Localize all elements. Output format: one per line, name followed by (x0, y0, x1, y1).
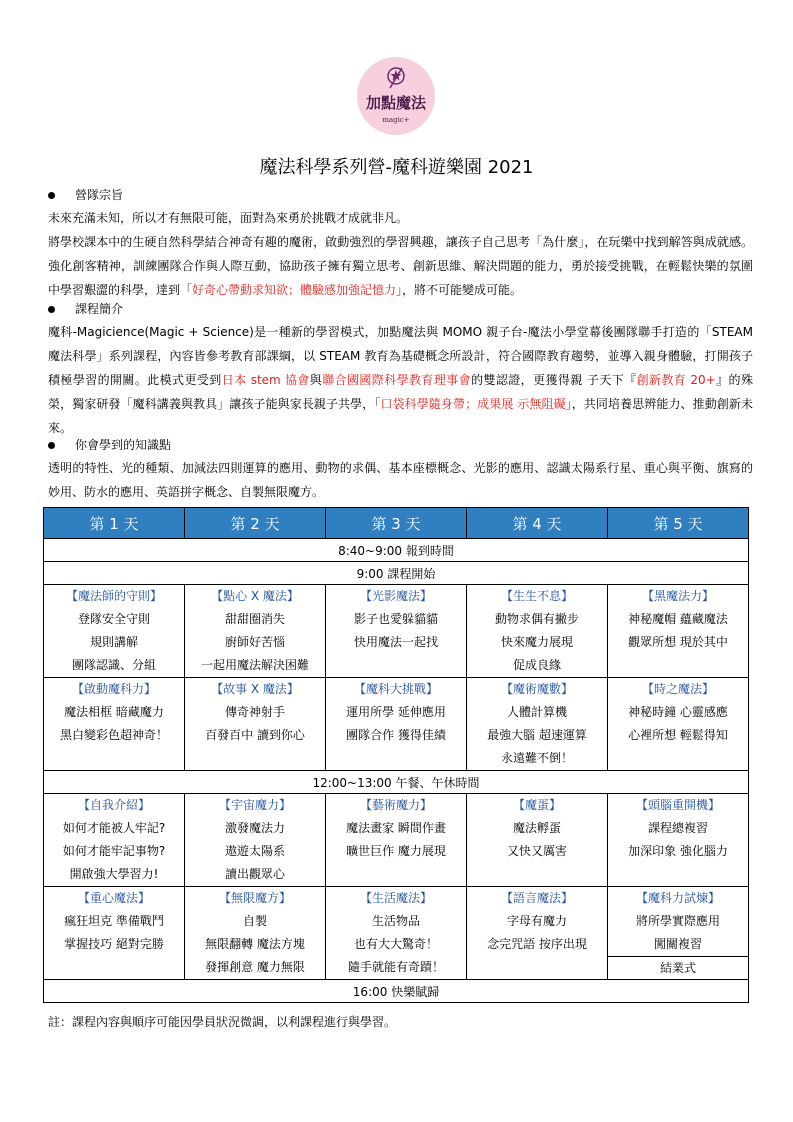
session-cell: 【宇宙魔力】 激發魔法力 遨遊太陽系 讀出觀眾心 (185, 794, 326, 887)
lunch-row: 12:00~13:00 午餐、午休時間 (44, 771, 749, 794)
footnote: 註：課程內容與順序可能因學員狀況微調，以利課程進行與學習。 (48, 1015, 397, 1029)
schedule-row (44, 678, 749, 771)
bullet-icon (48, 442, 55, 449)
session-cell: 【時之魔法】 神秘時鐘 心靈感應 心裡所想 輕鬆得知 (608, 678, 749, 771)
day-header: 第 2 天 (185, 508, 326, 539)
bullet-icon (48, 306, 55, 313)
graduation-label: 結業式 (608, 956, 748, 979)
checkin-row: 8:40~9:00 報到時間 (44, 539, 749, 562)
class-start-row: 9:00 課程開始 (44, 562, 749, 585)
schedule-table (43, 507, 749, 1003)
knowledge-text: 透明的特性、光的種類、加減法四則運算的應用、動物的求偶、基本座標概念、光影的應用、認識太陽系行星、重心與平衡、旗寫的妙用、防水的應用、英語拼字概念、自製無限魔方。 (48, 461, 753, 499)
session-cell: 【魔科大挑戰】 運用所學 延伸應用 團隊合作 獲得佳績 (326, 678, 467, 771)
day-header: 第 4 天 (467, 508, 608, 539)
page-title: 魔法科學系列營-魔科遊樂園 2021 (259, 157, 534, 178)
session-cell: 【故事 X 魔法】 傳奇神射手 百發百中 讀到你心 (185, 678, 326, 771)
session-cell: 【頭腦重開機】 課程總複習 加深印象 強化腦力 (608, 794, 749, 887)
session-cell: 【無限魔方】 自製 無限翻轉 魔法方塊 發揮創意 魔力無限 (185, 887, 326, 980)
schedule-row (44, 585, 749, 678)
section-heading-intro: 課程簡介 (48, 301, 123, 317)
day-header: 第 1 天 (44, 508, 185, 539)
bullet-icon (48, 192, 55, 199)
session-cell: 【光影魔法】 影子也愛躲貓貓 快用魔法一起找 (326, 585, 467, 678)
day-header: 第 3 天 (326, 508, 467, 539)
session-cell: 【生活魔法】 生活物品 也有大大驚奇！ 隨手就能有奇蹟！ (326, 887, 467, 980)
session-cell: 【生生不息】 動物求偶有撇步 快來魔力展現 促成良緣 (467, 585, 608, 678)
schedule-row (44, 887, 749, 980)
session-cell: 【點心 X 魔法】 甜甜圈消失 廚師好苦惱 一起用魔法解決困難 (185, 585, 326, 678)
svg-text:magic+: magic+ (382, 116, 410, 124)
intro-text: 魔科-Magicience(Magic + Science)是一種新的學習模式，加點魔法與 MOMO 親子台-魔法小學堂幕後團隊聯手打造的「STEAM 魔法科學」系列課程，內容皆參考教育部課綱，以 STEAM 教育為基礎概念所設計，符合國際教育趨勢，並導入親身體驗，打開孩子積極學習的開關。此模式更受到日本 stem 協會與聯合國國際科學教育理事會的雙認證，更獲得親 子天下『創新教育 20+』的殊榮，獨家研發「魔科講義與教具」讓孩子能與家長親子共學，「口袋科學隨身帶；成果展 示無阻礙」，共同培養思辨能力、推動創新未來。 (48, 325, 753, 435)
session-cell: 【重心魔法】 瘋狂坦克 準備戰鬥 掌握技巧 絕對完勝 (44, 887, 185, 980)
brand-logo (356, 56, 436, 136)
svg-text:加點魔法: 加點魔法 (365, 94, 427, 112)
day-header: 第 5 天 (608, 508, 749, 539)
section-heading-purpose: 營隊宗旨 (48, 187, 123, 203)
session-cell: 【魔術魔數】 人體計算機 最強大腦 超速運算 永遠難不倒！ (467, 678, 608, 771)
session-cell: 【魔法師的守則】 登隊安全守則 規則講解 團隊認識、分組 (44, 585, 185, 678)
session-cell: 【啟動魔科力】 魔法相框 暗藏魔力 黑白變彩色超神奇！ (44, 678, 185, 771)
session-cell: 【魔蛋】 魔法孵蛋 又快又厲害 (467, 794, 608, 887)
dismissal-row: 16:00 快樂賦歸 (44, 980, 749, 1003)
purpose-text: 未來充滿未知，所以才有無限可能，面對為來勇於挑戰才成就非凡。 將學校課本中的生硬自然科學結合神奇有趣的魔術，啟動強烈的學習興趣，讓孩子自己思考「為什麼」，在玩樂中找到解答與成就感。強化創客精神，訓練團隊合作與人際互動，協助孩子擁有獨立思考、創新思維、解決問題的能力，勇於接受挑戰，在輕鬆快樂的氛圍中學習艱澀的科學，達到「好奇心帶動求知欲；體驗感加強記憶力」，將不可能變成可能。 (48, 211, 753, 297)
day-header-row (44, 508, 749, 539)
session-cell: 【自我介紹】 如何才能被人牢記? 如何才能牢記事物? 開啟強大學習力! (44, 794, 185, 887)
section-heading-knowledge: 你會學到的知識點 (48, 437, 171, 453)
session-cell: 【藝術魔力】 魔法畫家 瞬間作畫 曠世巨作 魔力展現 (326, 794, 467, 887)
schedule-row (44, 794, 749, 887)
session-cell: 【語言魔法】 字母有魔力 念完咒語 按序出現 (467, 887, 608, 980)
session-cell: 【魔科力試煉】 將所學實際應用 闖關複習 結業式 (608, 887, 749, 980)
session-cell: 【黑魔法力】 神秘魔帽 蘊藏魔法 觀眾所想 現於其中 (608, 585, 749, 678)
